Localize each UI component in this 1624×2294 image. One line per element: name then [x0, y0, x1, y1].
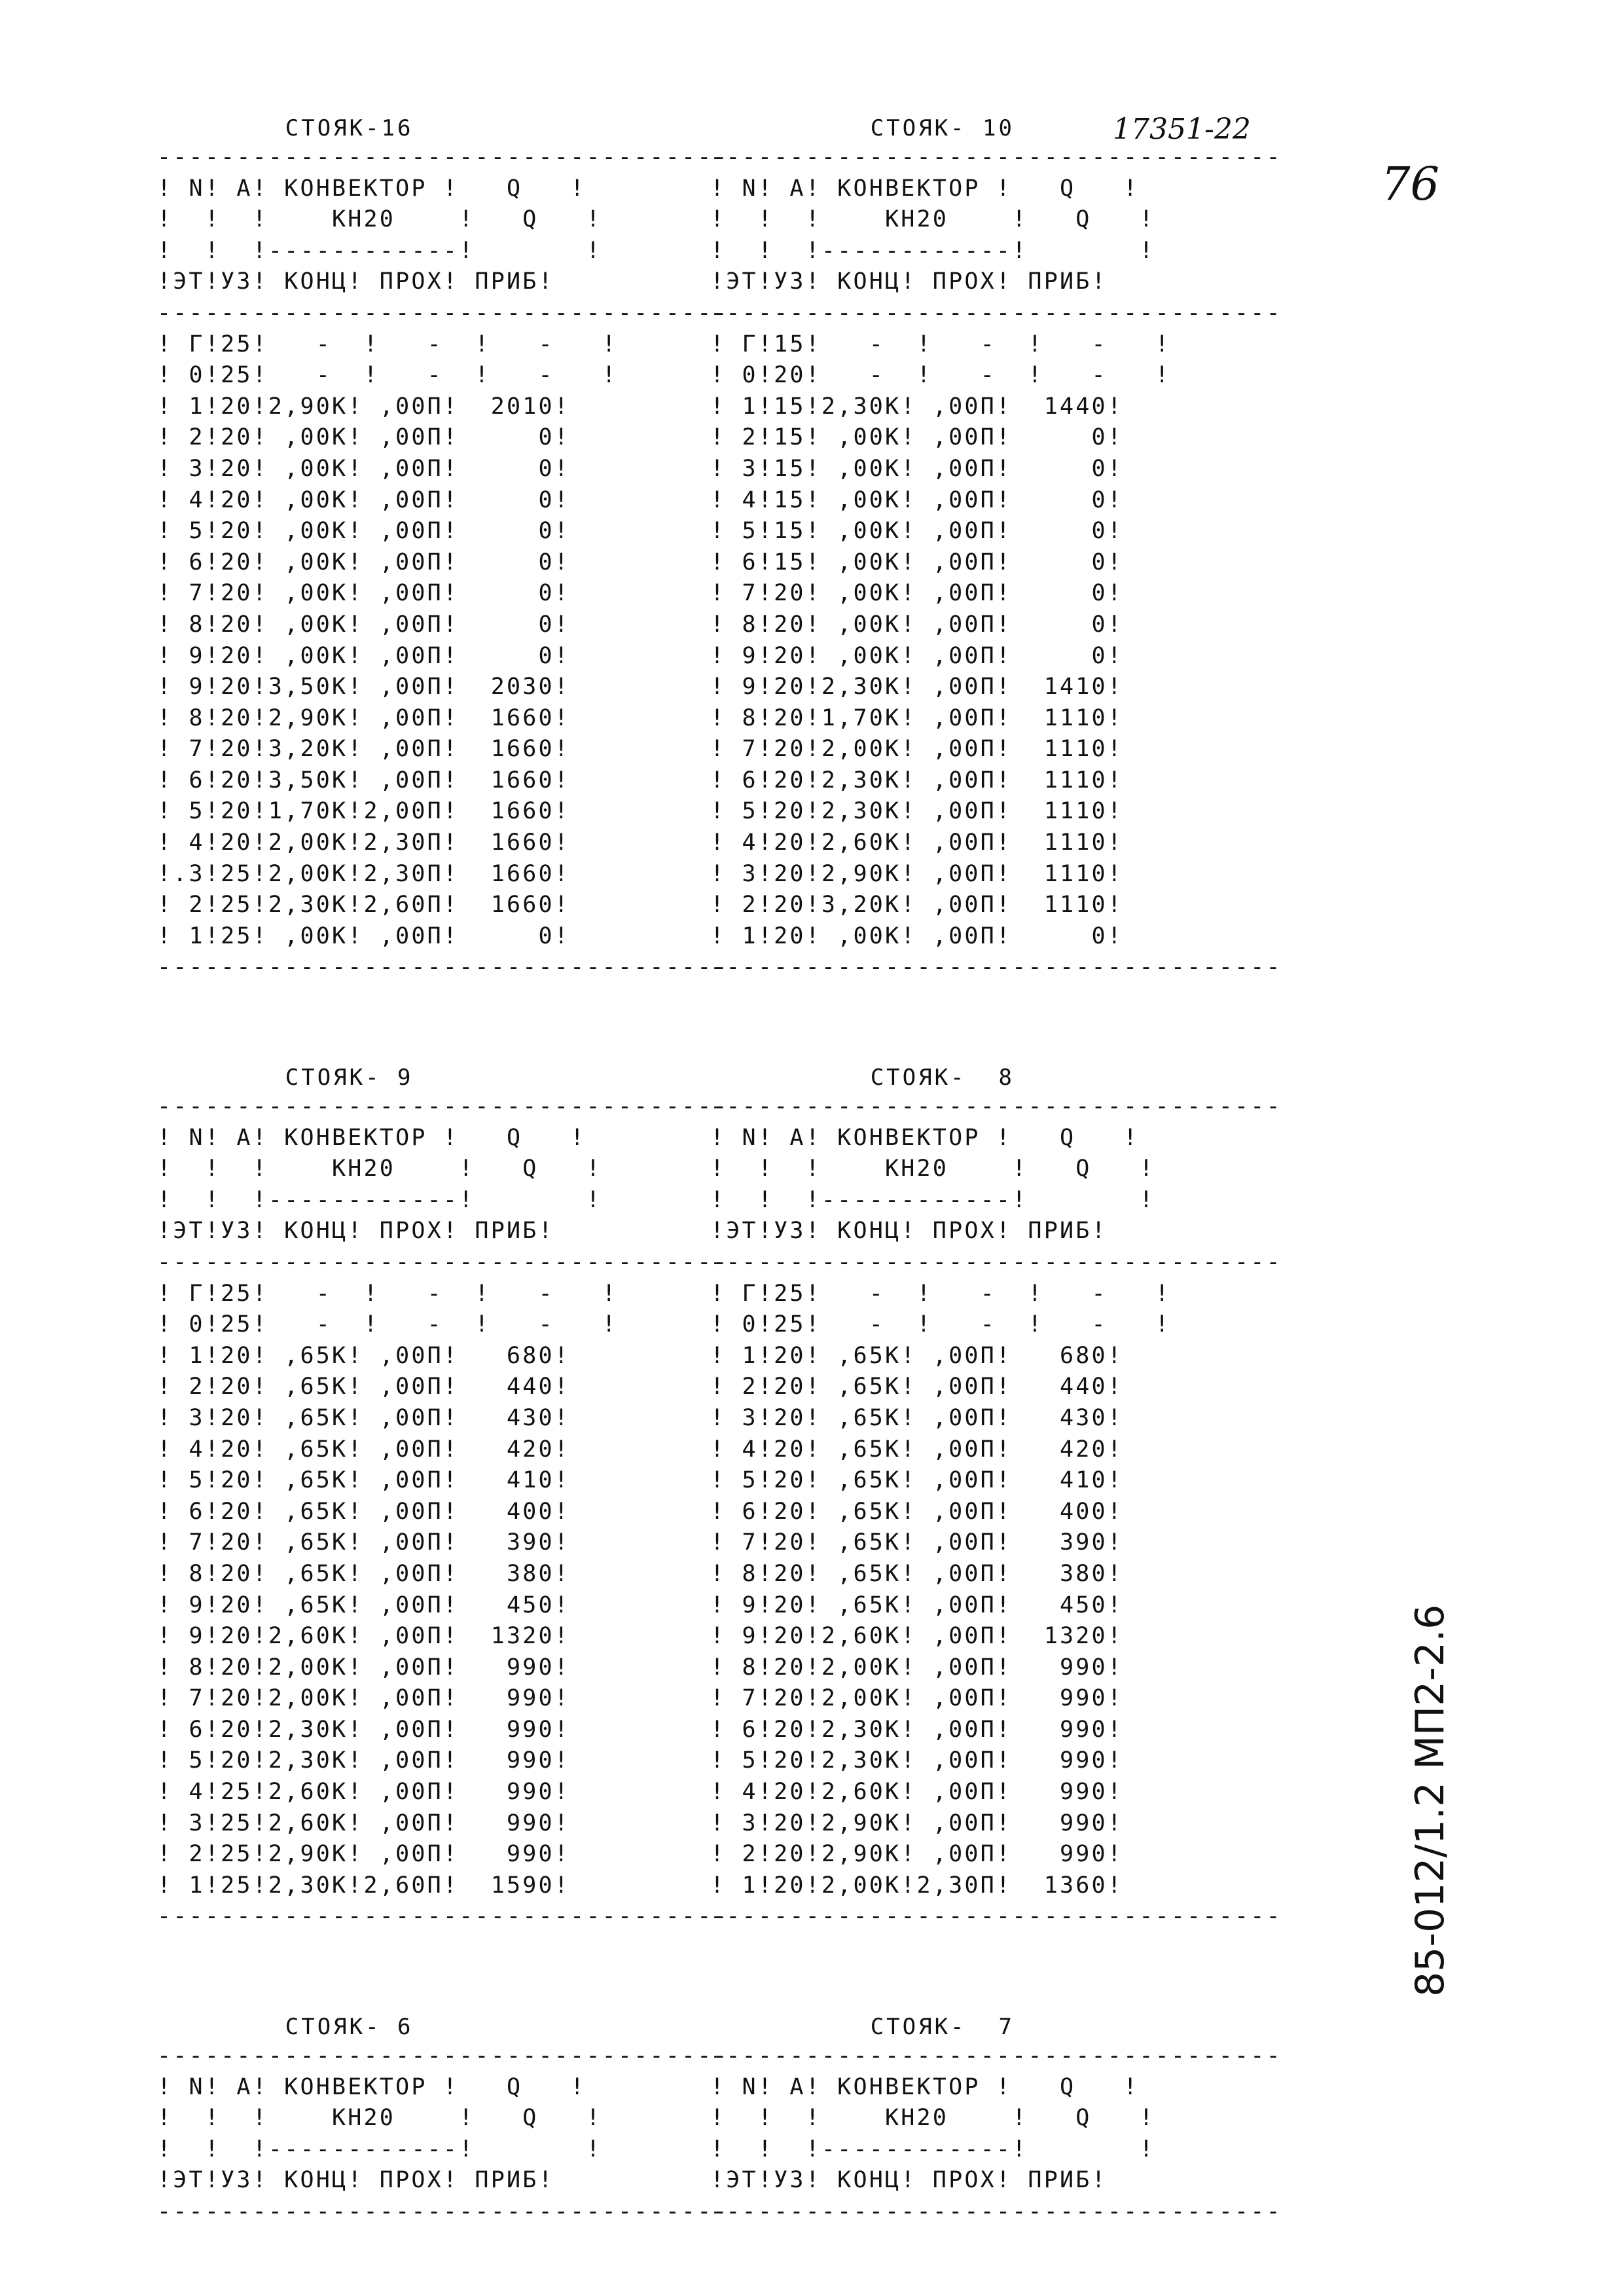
printout-table: ------------------------------------ ! N! А! КОНВЕКТОР ! Q ! ! ! ! КН20 ! Q ! ! ! !------------! ! !ЭТ!УЗ! КОНЦ! ПРОХ! ПРИБ! ------------------------------------	[710, 2043, 1282, 2225]
stoyak-7-block	[710, 2013, 1282, 2228]
printout-table: ------------------------------------ ! N! А! КОНВЕКТОР ! Q ! ! ! ! КН20 ! Q ! ! ! !------------! ! !ЭТ!УЗ! КОНЦ! ПРОХ! ПРИБ! ------------------------------------ ! Г!25! - ! - ! - ! ! 0!25! - ! - ! - ! ! 1!20!2,90К! ,00П! 2010! ! 2!20! ,00К! ,00П! 0! ! 3!20! ,00К! ,00П! 0! ! 4!20! ,00К! ,00П! 0! ! 5!20! ,00К! ,00П! 0! ! 6!20! ,00К! ,00П! 0! ! 7!20! ,00К! ,00П! 0! ! 8!20! ,00К! ,00П! 0! ! 9!20! ,00К! ,00П! 0! ! 9!20!3,50К! ,00П! 2030! ! 8!20!2,90К! ,00П! 1660! ! 7!20!3,20К! ,00П! 1660! ! 6!20!3,50К! ,00П! 1660! ! 5!20!1,70К!2,00П! 1660! ! 4!20!2,00К!2,30П! 1660! !.3!25!2,00К!2,30П! 1660! ! 2!25!2,30К!2,60П! 1660! ! 1!25! ,00К! ,00П! 0! ------------------------------------	[157, 144, 729, 981]
printout-table: ------------------------------------ ! N! А! КОНВЕКТОР ! Q ! ! ! ! КН20 ! Q ! ! ! !------------! ! !ЭТ!УЗ! КОНЦ! ПРОХ! ПРИБ! ------------------------------------ ! Г!15! - ! - ! - ! ! 0!20! - ! - ! - ! ! 1!15!2,30К! ,00П! 1440! ! 2!15! ,00К! ,00П! 0! ! 3!15! ,00К! ,00П! 0! ! 4!15! ,00К! ,00П! 0! ! 5!15! ,00К! ,00П! 0! ! 6!15! ,00К! ,00П! 0! ! 7!20! ,00К! ,00П! 0! ! 8!20! ,00К! ,00П! 0! ! 9!20! ,00К! ,00П! 0! ! 9!20!2,30К! ,00П! 1410! ! 8!20!1,70К! ,00П! 1110! ! 7!20!2,00К! ,00П! 1110! ! 6!20!2,30К! ,00П! 1110! ! 5!20!2,30К! ,00П! 1110! ! 4!20!2,60К! ,00П! 1110! ! 3!20!2,90К! ,00П! 1110! ! 2!20!3,20К! ,00П! 1110! ! 1!20! ,00К! ,00П! 0! ------------------------------------	[710, 144, 1282, 981]
side-document-code: 85-012/1.2 МП2-2.6	[1407, 1604, 1453, 1997]
handwritten-document-number: 17351-22	[1113, 113, 1251, 146]
printout-table: ------------------------------------ ! N! А! КОНВЕКТОР ! Q ! ! ! ! КН20 ! Q ! ! ! !------------! ! !ЭТ!УЗ! КОНЦ! ПРОХ! ПРИБ! ------------------------------------	[157, 2043, 729, 2225]
block-title: СТОЯК- 9	[157, 1065, 414, 1091]
stoyak-16-block	[157, 115, 729, 983]
stoyak-6-block	[157, 2013, 729, 2228]
block-title: СТОЯК- 8	[710, 1065, 1015, 1091]
stoyak-8-block	[710, 1064, 1282, 1933]
block-title: СТОЯК-16	[157, 115, 414, 141]
page-number: 76	[1381, 157, 1440, 211]
stoyak-10-block	[710, 115, 1282, 983]
block-title: СТОЯК- 10	[710, 115, 1015, 141]
printout-table: ------------------------------------ ! N! А! КОНВЕКТОР ! Q ! ! ! ! КН20 ! Q ! ! ! !------------! ! !ЭТ!УЗ! КОНЦ! ПРОХ! ПРИБ! ------------------------------------ ! Г!25! - ! - ! - ! ! 0!25! - ! - ! - ! ! 1!20! ,65К! ,00П! 680! ! 2!20! ,65К! ,00П! 440! ! 3!20! ,65К! ,00П! 430! ! 4!20! ,65К! ,00П! 420! ! 5!20! ,65К! ,00П! 410! ! 6!20! ,65К! ,00П! 400! ! 7!20! ,65К! ,00П! 390! ! 8!20! ,65К! ,00П! 380! ! 9!20! ,65К! ,00П! 450! ! 9!20!2,60К! ,00П! 1320! ! 8!20!2,00К! ,00П! 990! ! 7!20!2,00К! ,00П! 990! ! 6!20!2,30К! ,00П! 990! ! 5!20!2,30К! ,00П! 990! ! 4!20!2,60К! ,00П! 990! ! 3!20!2,90К! ,00П! 990! ! 2!20!2,90К! ,00П! 990! ! 1!20!2,00К!2,30П! 1360! ------------------------------------	[710, 1093, 1282, 1930]
block-title: СТОЯК- 6	[157, 2014, 414, 2040]
stoyak-9-block	[157, 1064, 729, 1933]
printout-table: ------------------------------------ ! N! А! КОНВЕКТОР ! Q ! ! ! ! КН20 ! Q ! ! ! !------------! ! !ЭТ!УЗ! КОНЦ! ПРОХ! ПРИБ! ------------------------------------ ! Г!25! - ! - ! - ! ! 0!25! - ! - ! - ! ! 1!20! ,65К! ,00П! 680! ! 2!20! ,65К! ,00П! 440! ! 3!20! ,65К! ,00П! 430! ! 4!20! ,65К! ,00П! 420! ! 5!20! ,65К! ,00П! 410! ! 6!20! ,65К! ,00П! 400! ! 7!20! ,65К! ,00П! 390! ! 8!20! ,65К! ,00П! 380! ! 9!20! ,65К! ,00П! 450! ! 9!20!2,60К! ,00П! 1320! ! 8!20!2,00К! ,00П! 990! ! 7!20!2,00К! ,00П! 990! ! 6!20!2,30К! ,00П! 990! ! 5!20!2,30К! ,00П! 990! ! 4!25!2,60К! ,00П! 990! ! 3!25!2,60К! ,00П! 990! ! 2!25!2,90К! ,00П! 990! ! 1!25!2,30К!2,60П! 1590! ------------------------------------	[157, 1093, 729, 1930]
block-title: СТОЯК- 7	[710, 2014, 1015, 2040]
